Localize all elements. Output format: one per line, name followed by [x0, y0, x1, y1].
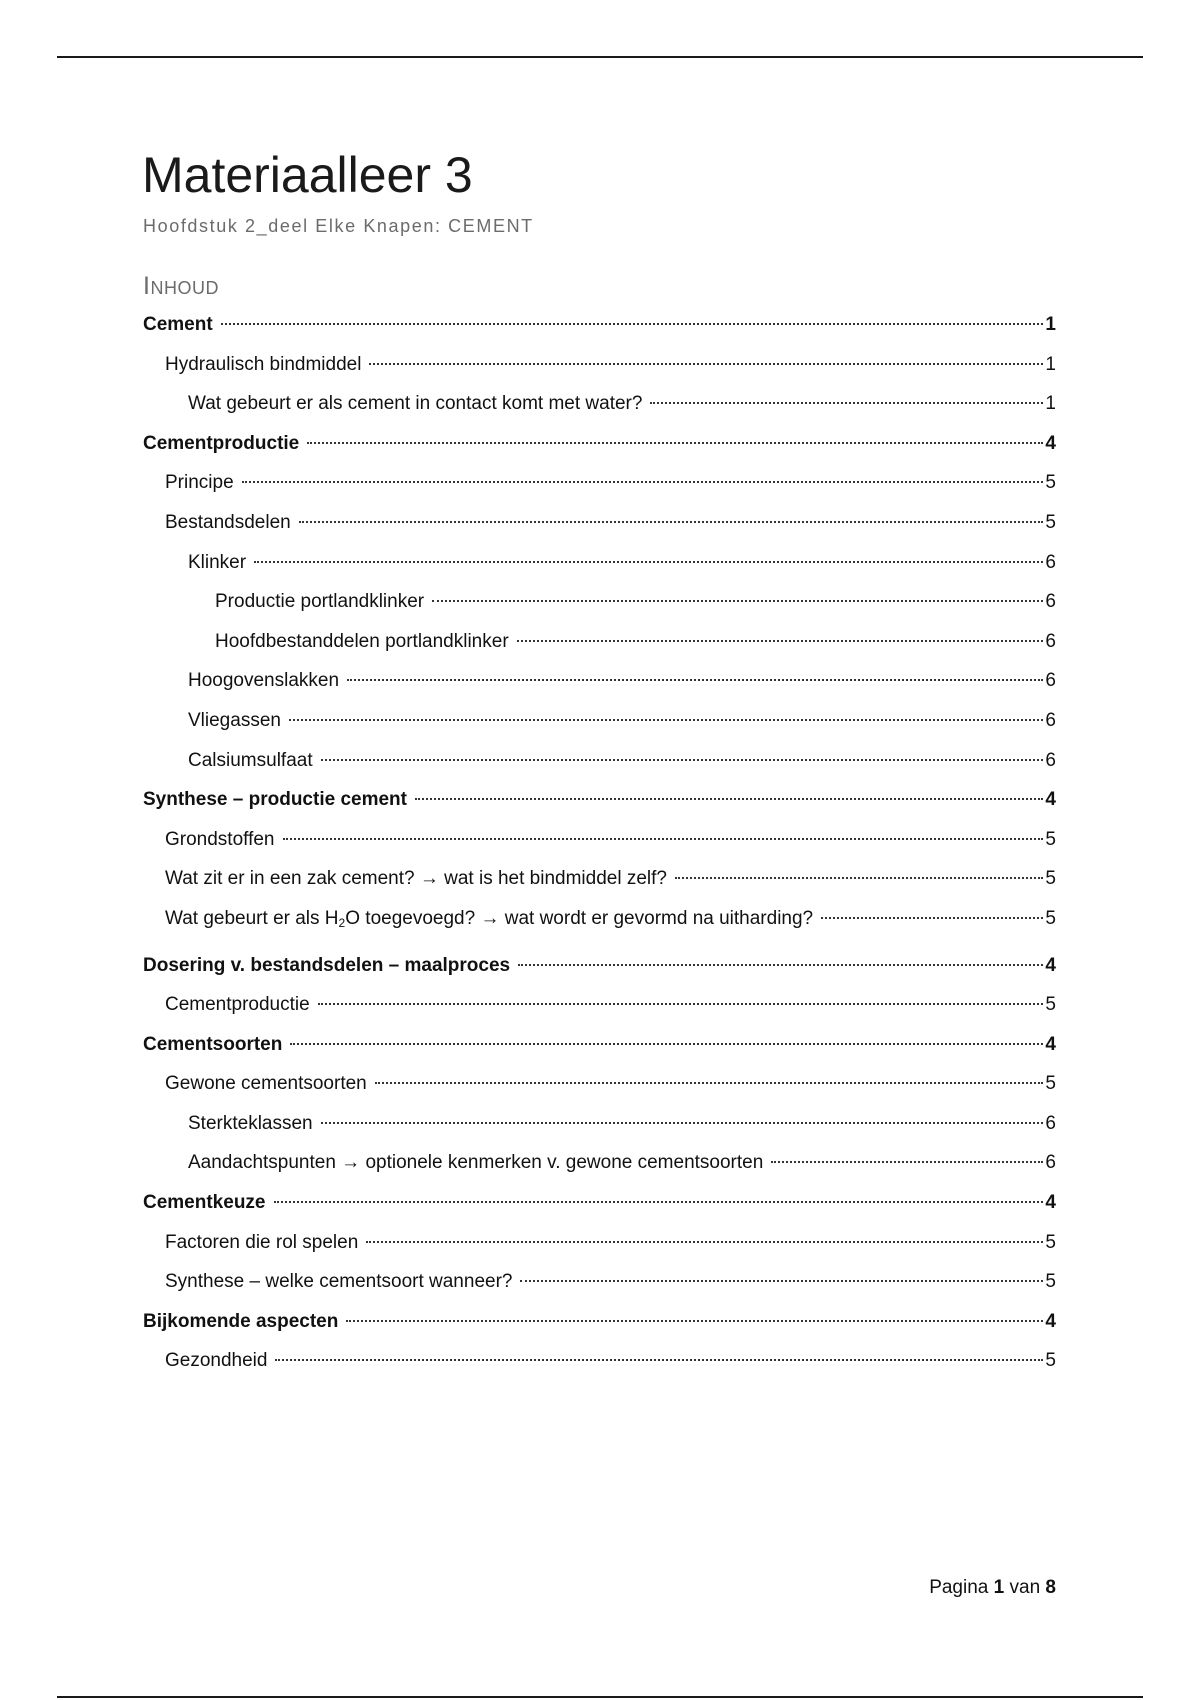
toc-entry-text: [165, 899, 813, 944]
toc-leader-dots: [289, 719, 1043, 721]
toc-entry[interactable]: [143, 985, 1056, 1025]
toc-leader-dots: [520, 1280, 1043, 1282]
toc-entry-page: 6: [1045, 670, 1056, 692]
toc-entry-text: Wat zit er in een zak cement? → wat is het bindmiddel zelf?: [165, 868, 667, 890]
toc-leader-dots: [432, 600, 1043, 602]
toc-heading: Inhoud: [143, 272, 219, 300]
toc-entry-page: 4: [1045, 1192, 1056, 1214]
toc-entry[interactable]: [143, 899, 1056, 939]
toc-entry[interactable]: [143, 463, 1056, 503]
footer-current-page: 1: [993, 1577, 1005, 1598]
toc-entry-text-after: O toegevoegd? → wat wordt er gevormd na uitharding?: [345, 907, 814, 929]
toc-leader-dots: [821, 917, 1043, 919]
toc-leader-dots: [307, 442, 1043, 444]
toc-entry-text: Wat gebeurt er als cement in contact komt met water?: [188, 393, 643, 415]
toc-leader-dots: [650, 402, 1043, 404]
footer-total-pages: 8: [1045, 1577, 1056, 1598]
toc-entry-page: 5: [1045, 1231, 1056, 1253]
toc-leader-dots: [254, 561, 1043, 563]
toc-entry-text: Aandachtspunten → optionele kenmerken v. gewone cementsoorten: [188, 1152, 764, 1174]
toc-entry[interactable]: [143, 820, 1056, 860]
toc-entry-text: Grondstoffen: [165, 828, 275, 850]
toc-entry-text: Synthese – productie cement: [143, 789, 407, 811]
toc-entry-text: Principe: [165, 472, 234, 494]
document-subtitle: Hoofdstuk 2_deel Elke Knapen: CEMENT: [143, 216, 534, 236]
toc-entry-page: 5: [1045, 511, 1056, 533]
toc-entry[interactable]: [143, 384, 1056, 424]
subscript-two: 2: [338, 915, 346, 930]
toc-entry[interactable]: [143, 780, 1056, 820]
footer-rule: [57, 1696, 1143, 1698]
toc-leader-dots: [366, 1241, 1043, 1243]
toc-leader-dots: [221, 323, 1044, 325]
toc-entry-page: 5: [1045, 472, 1056, 494]
toc-entry-text: Hoofdbestanddelen portlandklinker: [215, 630, 509, 652]
toc-entry[interactable]: [143, 741, 1056, 781]
toc-entry[interactable]: [143, 622, 1056, 662]
toc-entry-page: 6: [1045, 1112, 1056, 1134]
toc-entry-page: 1: [1045, 353, 1056, 375]
toc-entry[interactable]: [143, 661, 1056, 701]
toc-entry[interactable]: [143, 543, 1056, 583]
toc-entry-text: Calsiumsulfaat: [188, 749, 313, 771]
toc-entry-page: 4: [1045, 789, 1056, 811]
toc-entry-text: Productie portlandklinker: [215, 591, 425, 613]
toc-leader-dots: [299, 521, 1044, 523]
toc-leader-dots: [771, 1161, 1043, 1163]
page-footer: [929, 1577, 1056, 1599]
toc-leader-dots: [242, 481, 1044, 483]
toc-entry[interactable]: [143, 1341, 1056, 1381]
toc-leader-dots: [318, 1003, 1044, 1005]
toc-leader-dots: [518, 964, 1043, 966]
toc-entry-text: Bestandsdelen: [165, 511, 291, 533]
toc-entry-text: Factoren die rol spelen: [165, 1231, 359, 1253]
toc-entry-page: 5: [1045, 994, 1056, 1016]
toc-entry-page: 6: [1045, 1152, 1056, 1174]
toc-entry-text: Gewone cementsoorten: [165, 1073, 367, 1095]
toc-entry-page: 5: [1045, 1073, 1056, 1095]
footer-prefix: Pagina: [929, 1577, 989, 1598]
toc-leader-dots: [375, 1082, 1044, 1084]
toc-entry-page: 6: [1045, 749, 1056, 771]
toc-entry-page: 5: [1045, 907, 1056, 929]
toc-leader-dots: [321, 1122, 1044, 1124]
toc-entry-text: Hoogovenslakken: [188, 670, 340, 692]
toc-entry-page: 1: [1045, 314, 1056, 335]
toc-entry-page: 6: [1045, 709, 1056, 731]
toc-entry-text-before: Wat gebeurt er als H: [165, 907, 339, 929]
toc-entry-text: Cementproductie: [165, 994, 310, 1016]
toc-entry-text: Bijkomende aspecten: [143, 1310, 339, 1332]
toc-entry-text: Hydraulisch bindmiddel: [165, 353, 362, 375]
toc-entry-page: 4: [1045, 954, 1056, 976]
toc-entry-page: 5: [1045, 1271, 1056, 1293]
header-rule: [57, 56, 1143, 58]
toc-leader-dots: [290, 1043, 1043, 1045]
toc-leader-dots: [274, 1201, 1044, 1203]
toc-entry[interactable]: [143, 1064, 1056, 1104]
toc-entry-text: Dosering v. bestandsdelen – maalproces: [143, 954, 511, 976]
toc-leader-dots: [283, 838, 1044, 840]
toc-leader-dots: [275, 1359, 1043, 1361]
toc-entry-text: Cementproductie: [143, 432, 300, 454]
toc-entry-page: 1: [1045, 393, 1056, 415]
toc-leader-dots: [415, 798, 1043, 800]
toc-leader-dots: [369, 363, 1043, 365]
toc-entry[interactable]: [143, 424, 1056, 464]
toc-entry-text: Vliegassen: [188, 709, 281, 731]
footer-middle: van: [1009, 1577, 1041, 1598]
toc-entry[interactable]: [143, 1104, 1056, 1144]
toc-entry[interactable]: [143, 345, 1056, 385]
toc-entry-page: 4: [1045, 432, 1056, 454]
toc-leader-dots: [517, 640, 1044, 642]
toc-entry[interactable]: [143, 582, 1056, 622]
toc-entry[interactable]: [143, 1183, 1056, 1223]
toc-leader-dots: [346, 1320, 1043, 1322]
toc-entry-text: Cementkeuze: [143, 1192, 266, 1214]
toc-entry-page: 6: [1045, 630, 1056, 652]
toc-entry[interactable]: [143, 1143, 1056, 1183]
toc-entry-page: 4: [1045, 1033, 1056, 1055]
toc-entry-page: 6: [1045, 551, 1056, 573]
toc-entry-page: 5: [1045, 828, 1056, 850]
toc-entry[interactable]: [143, 701, 1056, 741]
toc-entry-text: Sterkteklassen: [188, 1112, 313, 1134]
toc-leader-dots: [347, 679, 1043, 681]
toc-entry[interactable]: [143, 503, 1056, 543]
toc-entry[interactable]: [143, 859, 1056, 899]
toc-entry[interactable]: [143, 1223, 1056, 1263]
toc-entry-text: Gezondheid: [165, 1350, 268, 1372]
table-of-contents: [143, 305, 1056, 1381]
toc-entry[interactable]: [143, 305, 1056, 345]
toc-entry[interactable]: [143, 1302, 1056, 1342]
toc-entry-text: Synthese – welke cementsoort wanneer?: [165, 1271, 513, 1293]
toc-leader-dots: [675, 877, 1043, 879]
toc-entry-text: Cement: [143, 314, 213, 335]
toc-leader-dots: [321, 759, 1044, 761]
toc-entry-text: Cementsoorten: [143, 1033, 283, 1055]
toc-entry-page: 6: [1045, 591, 1056, 613]
toc-entry[interactable]: [143, 1025, 1056, 1065]
toc-entry-page: 5: [1045, 868, 1056, 890]
toc-entry-page: 4: [1045, 1310, 1056, 1332]
toc-entry[interactable]: [143, 1262, 1056, 1302]
toc-entry[interactable]: [143, 946, 1056, 986]
document-title: Materiaalleer 3: [142, 147, 473, 203]
toc-entry-page: 5: [1045, 1350, 1056, 1372]
toc-entry-text: Klinker: [188, 551, 247, 573]
